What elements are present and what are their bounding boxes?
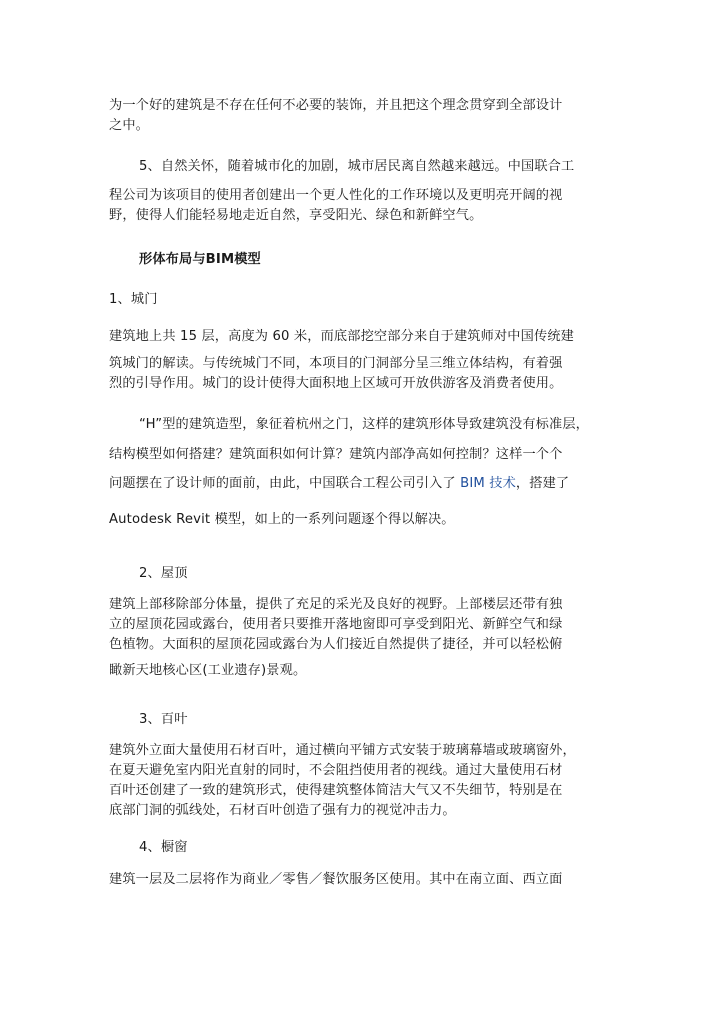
paragraph-line: 百叶还创建了一致的建筑形式，使得建筑整体简洁大气又不失细节，特别是在 (109, 783, 563, 798)
paragraph-line: 5、自然关怀，随着城市化的加剧，城市居民离自然越来越远。中国联合工 (139, 159, 575, 174)
paragraph-line: 立的屋顶花园或露台，使用者只要推开落地窗即可享受到阳光、新鲜空气和绿 (109, 617, 563, 632)
paragraph-line: “H”型的建筑造型，象征着杭州之门，这样的建筑形体导致建筑没有标准层， (139, 417, 590, 432)
bim-link[interactable]: BIM 技术 (460, 476, 516, 491)
paragraph-line: 之中。 (109, 118, 150, 133)
paragraph-line: 建筑外立面大量使用石材百叶，通过横向平铺方式安装于玻璃幕墙或玻璃窗外， (109, 743, 576, 758)
item-title-louver: 3、百叶 (139, 712, 188, 727)
paragraph-line: 建筑一层及二层将作为商业／零售／餐饮服务区使用。其中在南立面、西立面 (109, 872, 563, 887)
paragraph-line: 色植物。大面积的屋顶花园或露台为人们接近自然提供了捷径，并可以轻松俯 (109, 637, 563, 652)
paragraph-line: Autodesk Revit 模型，如上的一系列问题逐个得以解决。 (109, 512, 455, 527)
paragraph-line: 瞰新天地核心区(工业遗存)景观。 (109, 663, 307, 678)
item-title-roof: 2、屋顶 (139, 566, 188, 581)
text-segment: 问题摆在了设计师的面前，由此，中国联合工程公司引入了 (109, 476, 461, 491)
paragraph-line: 建筑上部移除部分体量，提供了充足的采光及良好的视野。上部楼层还带有独 (109, 597, 563, 612)
paragraph-line: 结构模型如何搭建？建筑面积如何计算？建筑内部净高如何控制？这样一个个 (109, 447, 563, 462)
paragraph-line: 为一个好的建筑是不存在任何不必要的装饰，并且把这个理念贯穿到全部设计 (109, 98, 563, 113)
paragraph-line: 建筑地上共 15 层，高度为 60 米，而底部挖空部分来自于建筑师对中国传统建 (109, 329, 574, 344)
paragraph-line: 程公司为该项目的使用者创建出一个更人性化的工作环境以及更明亮开阔的视 (109, 188, 563, 203)
paragraph-line (109, 474, 569, 494)
paragraph-line: 底部门洞的弧线处，石材百叶创造了强有力的视觉冲击力。 (109, 803, 456, 818)
item-title-window: 4、橱窗 (139, 840, 188, 855)
item-title-gate: 1、城门 (109, 292, 158, 307)
section-heading: 形体布局与BIM模型 (139, 252, 261, 267)
text-segment: ，搭建了 (515, 476, 570, 491)
paragraph-line: 筑城门的解读。与传统城门不同，本项目的门洞部分呈三维立体结构，有着强 (109, 356, 563, 371)
paragraph-line: 在夏天避免室内阳光直射的同时，不会阻挡使用者的视线。通过大量使用石材 (109, 763, 563, 778)
paragraph-line: 烈的引导作用。城门的设计使得大面积地上区域可开放供游客及消费者使用。 (109, 376, 563, 391)
paragraph-line: 野，使得人们能轻易地走近自然，享受阳光、绿色和新鲜空气。 (109, 208, 483, 223)
